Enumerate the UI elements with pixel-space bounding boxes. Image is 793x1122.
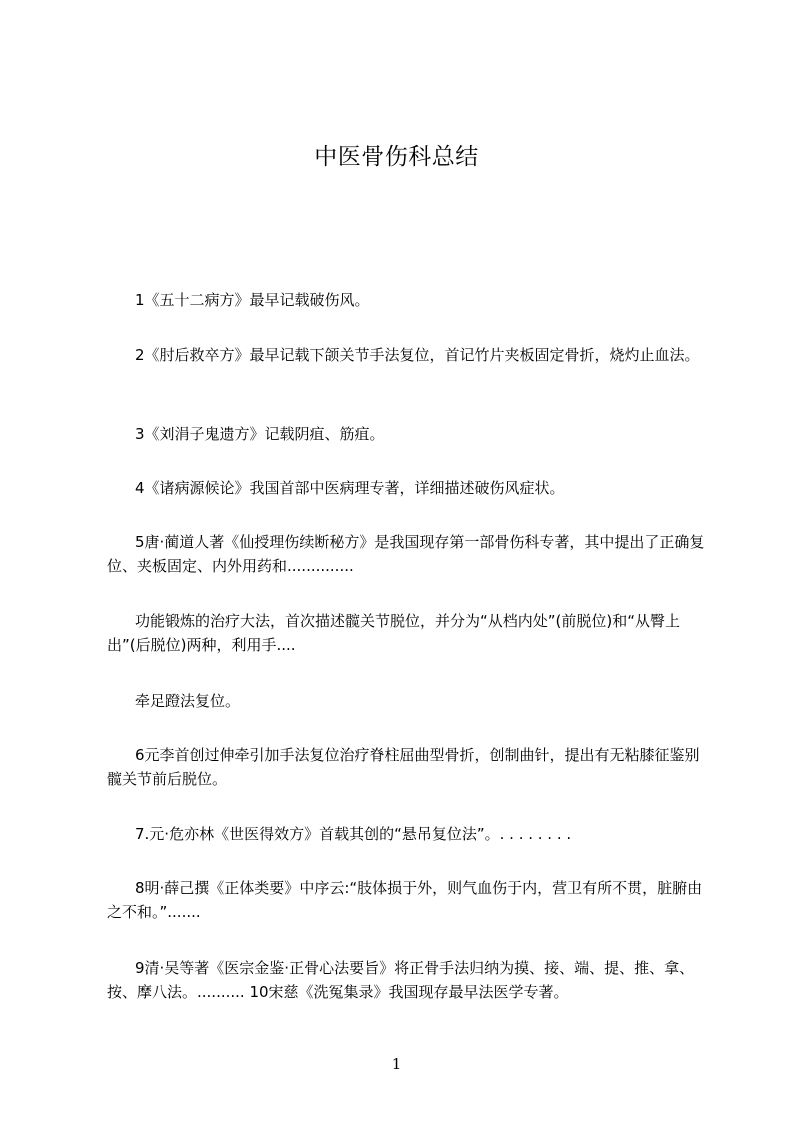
paragraph-10: 8明·薛己撰《正体类要》中序云:“肢体损于外，则气血伤于内，营卫有所不贯，脏腑由之不和。”....... bbox=[107, 879, 703, 921]
paragraph-11: 9清·吴等著《医宗金鉴·正骨心法要旨》将正骨手法归纳为摸、接、端、提、推、拿、按、摩八法。.......... 10宋慈《洗冤集录》我国现存最早法医学专著。 bbox=[107, 959, 695, 1001]
paragraph-7: 牵足蹬法复位。 bbox=[135, 692, 241, 710]
document-title: 中医骨伤科总结 bbox=[314, 144, 479, 170]
paragraph-8: 6元李首创过伸牵引加手法复位治疗脊柱屈曲型骨折，创制曲针，提出有无粘膝征鉴别髋关节前后脱位。 bbox=[107, 746, 700, 788]
paragraph-9: 7.元·危亦林《世医得效方》首载其创的“悬吊复位法”。. . . . . . . . bbox=[135, 825, 572, 843]
paragraph-3: 3《刘涓子鬼遗方》记载阴疽、筋疽。 bbox=[135, 425, 385, 443]
paragraph-2: 2《肘后救卒方》最早记载下颌关节手法复位，首记竹片夹板固定骨折，烧灼止血法。 bbox=[135, 346, 700, 364]
paragraph-4: 4《诸病源候论》我国首部中医病理专著，详细描述破伤风症状。 bbox=[135, 479, 565, 497]
paragraph-6: 功能锻炼的治疗大法，首次描述髋关节脱位，并分为“从档内处”(前脱位)和“从臀上出”(后脱位)两种，利用手.... bbox=[107, 612, 681, 654]
page-number: 1 bbox=[391, 1055, 402, 1073]
paragraph-1: 1《五十二病方》最早记载破伤风。 bbox=[135, 291, 370, 309]
paragraph-5: 5唐·蔺道人著《仙授理伤续断秘方》是我国现存第一部骨伤科专著，其中提出了正确复位、夹板固定、内外用药和.............. bbox=[107, 533, 705, 575]
